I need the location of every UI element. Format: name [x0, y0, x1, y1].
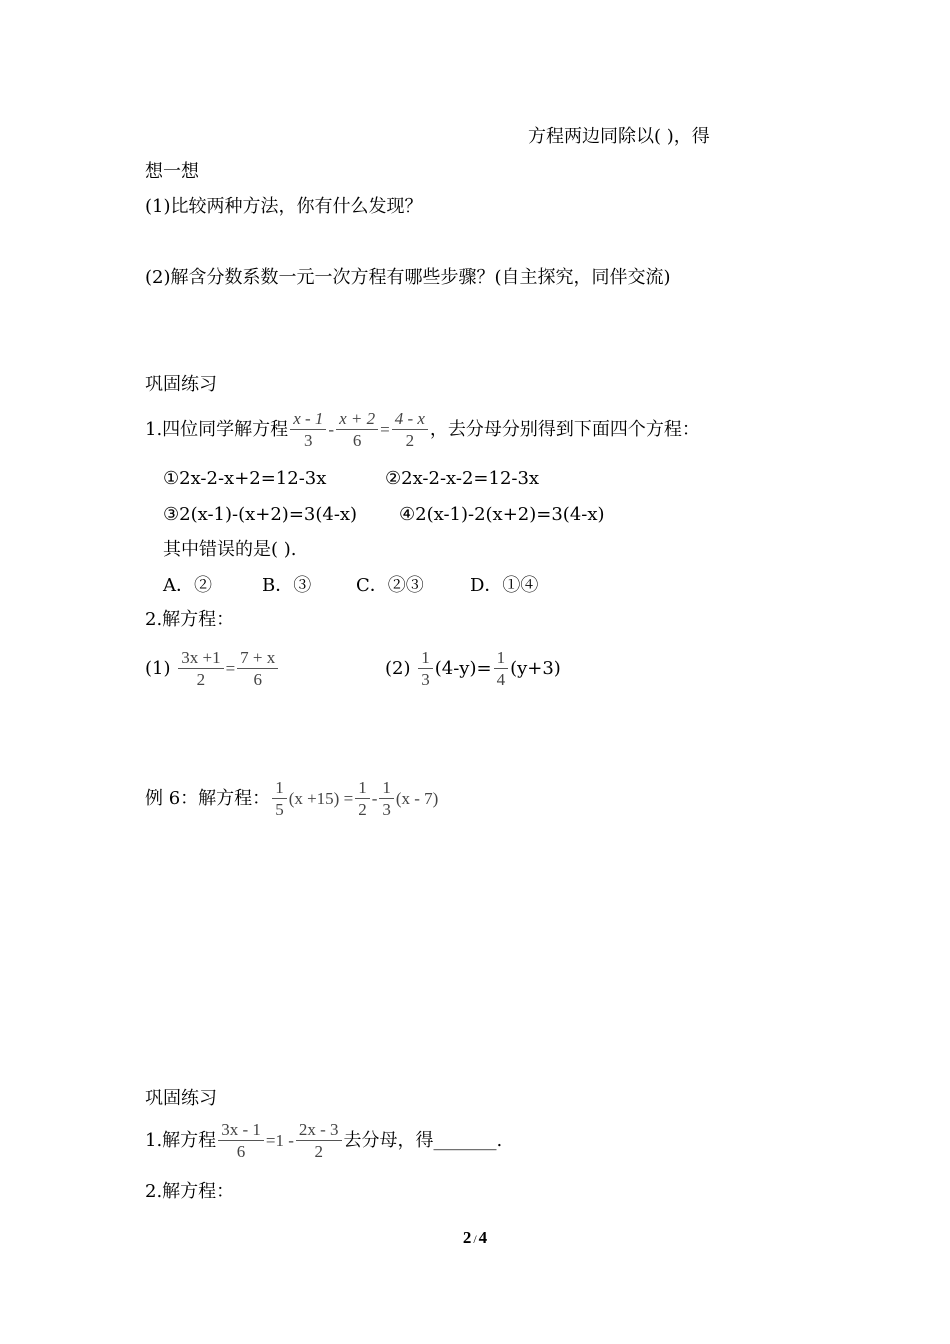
page-footer — [0, 1228, 950, 1248]
page-number: 2 — [462, 1228, 472, 1247]
fraction: $\frac{1}{2}$ — [355, 778, 370, 821]
fraction: $\frac{3x - 1}{6}$ — [218, 1120, 264, 1163]
fraction: $\frac{1}{3}$ — [418, 648, 433, 691]
option-equation-2: ②2x-2-x-2=12-3x — [385, 468, 540, 489]
fraction: $\frac{7 + x}{6}$ — [237, 648, 278, 691]
practice2-title: 巩固练习 — [145, 1088, 217, 1109]
practice-title: 巩固练习 — [145, 374, 217, 395]
practice2-q1-intro: 1.解方程 — [145, 1130, 217, 1151]
practice-q1-tail: ，去分母分别得到下面四个方程： — [429, 419, 700, 440]
page-total: 4 — [478, 1228, 488, 1247]
fraction: $\frac{2x - 3}{2}$ — [296, 1120, 342, 1163]
fraction: $\frac{1}{4}$ — [494, 648, 509, 691]
choice-a: A．② — [163, 575, 212, 596]
practice2-q1-tail: 去分母，得_______. — [343, 1130, 503, 1151]
fraction: $\frac{x - 1}{3}$ — [290, 409, 326, 452]
equation-label: (2) — [385, 658, 411, 679]
expression: (x - 7) — [395, 789, 439, 808]
practice-q1-line — [145, 406, 700, 454]
equation-1 — [145, 645, 280, 693]
think-title: 想一想 — [145, 161, 199, 182]
think-question-2: (2)解含分数系数一元一次方程有哪些步骤？(自主探究，同伴交流) — [145, 267, 671, 288]
equation-tail: (y+3) — [510, 658, 561, 679]
expression: =1 - — [265, 1131, 294, 1150]
example-label: 例 6：解方程： — [145, 788, 271, 809]
option-equation-4: ④2(x-1)-2(x+2)=3(4-x) — [399, 504, 605, 525]
equation-label: (1) — [145, 658, 171, 679]
minus-sign: - — [371, 789, 378, 808]
which-wrong: 其中错误的是( ). — [163, 539, 297, 560]
fraction: $\frac{1}{5}$ — [272, 778, 287, 821]
think-question-1: (1)比较两种方法，你有什么发现？ — [145, 196, 423, 217]
choice-d: D．①④ — [470, 575, 539, 596]
choice-c: C．②③ — [356, 575, 424, 596]
option-equation-1: ①2x-2-x+2=12-3x — [163, 468, 327, 489]
minus-sign: - — [328, 420, 335, 439]
fraction: $\frac{4 - x}{2}$ — [392, 409, 428, 452]
practice-q1-intro: 1.四位同学解方程 — [145, 419, 289, 440]
fraction: $\frac{3x +1}{2}$ — [178, 648, 223, 691]
equals-sign: = — [225, 659, 236, 678]
example-6 — [145, 775, 438, 823]
practice2-q1-line — [145, 1117, 502, 1165]
practice-q2-title: 2.解方程： — [145, 609, 235, 630]
fraction: $\frac{x + 2}{6}$ — [336, 409, 378, 452]
page-separator: / — [473, 1232, 477, 1246]
practice2-q2-title: 2.解方程： — [145, 1181, 235, 1202]
option-equation-3: ③2(x-1)-(x+2)=3(4-x) — [163, 504, 358, 525]
equation-middle: (4-y)= — [434, 658, 492, 679]
fraction: $\frac{1}{3}$ — [379, 778, 394, 821]
top-line: 方程两边同除以( )，得 — [528, 126, 710, 147]
equals-sign: = — [380, 420, 390, 439]
equation-2 — [385, 645, 561, 693]
expression: (x +15) = — [288, 789, 354, 808]
choice-b: B．③ — [262, 575, 312, 596]
